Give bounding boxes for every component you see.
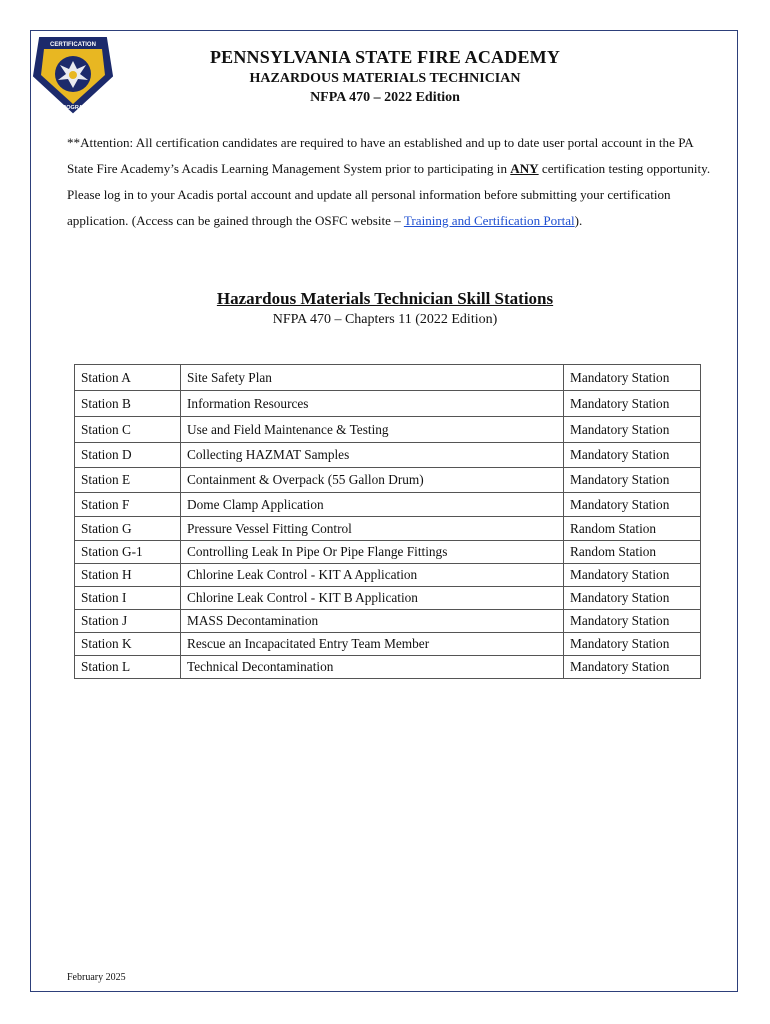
table-row (75, 587, 701, 610)
academy-title: PENNSYLVANIA STATE FIRE ACADEMY (209, 47, 561, 67)
station-cell: Station H (75, 564, 181, 587)
footer-date: February 2025 (67, 972, 126, 983)
station-cell: Station B (75, 391, 181, 417)
table-row (75, 365, 701, 391)
attention-emphasis: ANY (510, 161, 539, 176)
logo-top-text: CERTIFICATION (50, 42, 96, 48)
skill-cell: MASS Decontamination (181, 610, 564, 633)
table-row (75, 443, 701, 468)
table-row (75, 391, 701, 417)
station-type-cell: Mandatory Station (564, 493, 701, 517)
attention-text-1: **Attention: All certification candidates are required to have an established and up to date user portal account in the PA State Fire Academy’s Acadis Learning Management System prior to participating in (67, 135, 694, 176)
station-type-cell: Mandatory Station (564, 391, 701, 417)
table-row (75, 633, 701, 656)
station-type-cell: Mandatory Station (564, 564, 701, 587)
station-cell: Station L (75, 656, 181, 679)
station-type-cell: Random Station (564, 541, 701, 564)
logo-bottom-text: PROGRAM (58, 105, 88, 111)
skill-cell: Containment & Overpack (55 Gallon Drum) (181, 468, 564, 493)
skill-stations-table (74, 364, 701, 679)
skill-cell: Information Resources (181, 391, 564, 417)
station-cell: Station K (75, 633, 181, 656)
attention-paragraph (67, 130, 715, 234)
skill-cell: Pressure Vessel Fitting Control (181, 517, 564, 541)
station-type-cell: Mandatory Station (564, 365, 701, 391)
skill-cell: Rescue an Incapacitated Entry Team Member (181, 633, 564, 656)
skill-cell: Dome Clamp Application (181, 493, 564, 517)
table-row (75, 541, 701, 564)
table-row (75, 656, 701, 679)
skill-cell: Controlling Leak In Pipe Or Pipe Flange Fittings (181, 541, 564, 564)
station-cell: Station E (75, 468, 181, 493)
training-certification-portal-link[interactable]: Training and Certification Portal (403, 213, 575, 228)
station-cell: Station F (75, 493, 181, 517)
certification-program-logo (32, 34, 114, 116)
station-cell: Station A (75, 365, 181, 391)
section-subtitle: NFPA 470 – Chapters 11 (2022 Edition) (272, 312, 498, 327)
station-cell: Station I (75, 587, 181, 610)
station-type-cell: Mandatory Station (564, 417, 701, 443)
station-type-cell: Mandatory Station (564, 633, 701, 656)
skill-cell: Technical Decontamination (181, 656, 564, 679)
station-cell: Station G (75, 517, 181, 541)
table-row (75, 564, 701, 587)
edition-label: NFPA 470 – 2022 Edition (310, 90, 460, 105)
station-type-cell: Mandatory Station (564, 443, 701, 468)
skill-cell: Chlorine Leak Control - KIT B Application (181, 587, 564, 610)
station-cell: Station G-1 (75, 541, 181, 564)
skill-cell: Collecting HAZMAT Samples (181, 443, 564, 468)
station-type-cell: Mandatory Station (564, 587, 701, 610)
table-row (75, 610, 701, 633)
station-cell: Station C (75, 417, 181, 443)
attention-text-2: certification testing opportunity. Please log in to your Acadis portal account and update all personal information before submitting your certification application. (Access can be gained through the OSFC website – (67, 161, 711, 228)
station-cell: Station J (75, 610, 181, 633)
station-cell: Station D (75, 443, 181, 468)
table-row (75, 468, 701, 493)
table-row (75, 517, 701, 541)
station-type-cell: Mandatory Station (564, 610, 701, 633)
skill-cell: Site Safety Plan (181, 365, 564, 391)
section-title: Hazardous Materials Technician Skill Stations (216, 289, 554, 308)
station-type-cell: Mandatory Station (564, 656, 701, 679)
table-row (75, 493, 701, 517)
skill-cell: Chlorine Leak Control - KIT A Application (181, 564, 564, 587)
document-header (120, 46, 650, 107)
station-type-cell: Mandatory Station (564, 468, 701, 493)
table-row (75, 417, 701, 443)
skill-cell: Use and Field Maintenance & Testing (181, 417, 564, 443)
document-subtitle: HAZARDOUS MATERIALS TECHNICIAN (249, 71, 521, 86)
station-type-cell: Random Station (564, 517, 701, 541)
attention-text-3: ). (574, 213, 583, 228)
